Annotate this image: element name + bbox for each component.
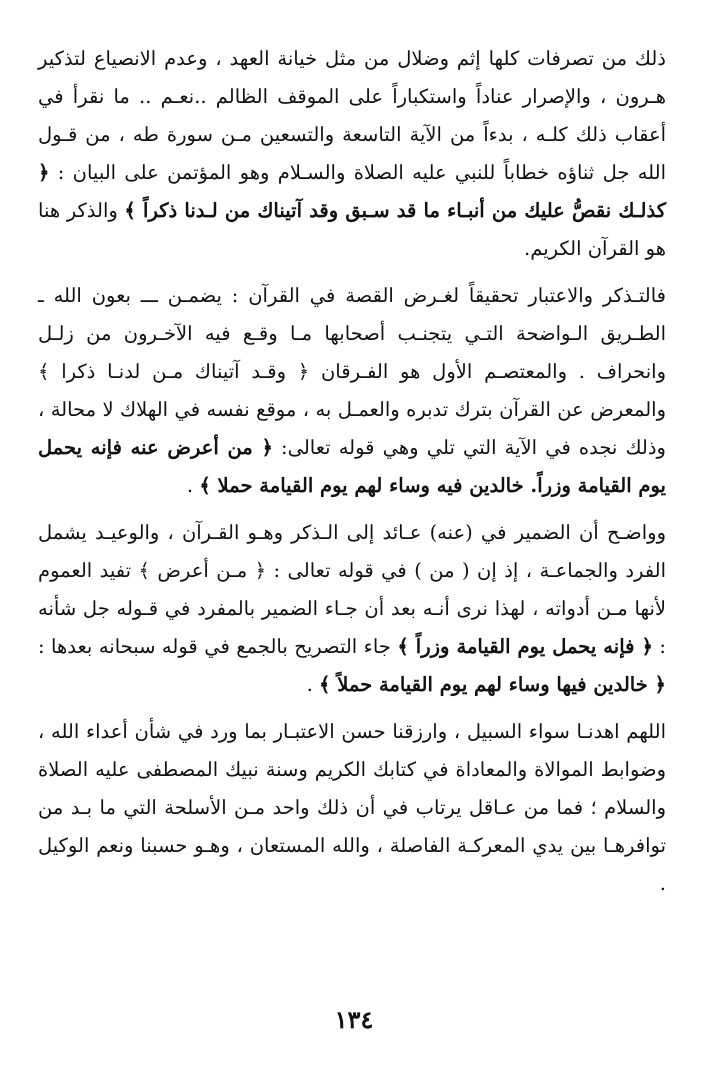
paragraph-1 (38, 40, 666, 268)
paragraph-3 (38, 514, 666, 704)
quran-quote: ﴿ من أعرض عنه فإنه يحمل يوم القيامة وزراً. خالدين فيه وساء لهم يوم القيامة حملا ﴾ (38, 436, 666, 497)
paragraph-text: وواضـح أن الضمير في (عنه) عـائد إلى الـذكر وهـو القـرآن ، والوعيـد يشمل الفرد والجماعـة ، إذ إن ( من ) في قوله تعالى : ﴿ مـن أعرض ﴾ تفيد العموم لأنها مـن أدواته ، لهذا نرى أنـه بعد أن جـاء الضمير بالمفرد في قـوله جل شأنه : (38, 521, 666, 658)
paragraph-text: . (186, 474, 200, 497)
quran-quote: ﴿ خالدين فيها وساء لهم يوم القيامة حملاً ﴾ (318, 673, 666, 696)
paragraph-2 (38, 277, 666, 505)
paragraph-text: فالتـذكر والاعتبار تحقيقاً لغـرض القصة في القرآن : يضمـن ـــ بعون الله ـ الطـريق الـواضحة التـي يتجنـب أصحابها مـا وقـع فيه الآخـرون من زلـل وانحراف . والمعتصـم الأول هو الفـرقان ﴿ وقـد آتيناك مـن لدنـا ذكرا ﴾ والمعرض عن القرآن بترك تدبره والعمـل به ، موقع نفسه في الهلاك لا محالة ، وذلك نجده في الآية التي تلي وهي قوله تعالى: (38, 284, 666, 459)
quran-quote: ﴿ كذلـك نقصُّ عليك من أنبـاء ما قد سـبق وقد آتيناك من لـدنا ذكراً ﴾ (38, 161, 667, 222)
paragraph-text: . (306, 673, 319, 696)
paragraph-4 (38, 713, 666, 903)
paragraph-text: اللهم اهدنـا سواء السبيل ، وارزقنا حسن الاعتبـار بما ورد في شأن أعداء الله ، وضوابط الموالاة والمعاداة في كتابك الكريم وسنة نبيك المصطفى عليه الصلاة والسلام ؛ فما من عـاقل يرتاب في أن ذلك واحد مـن الأسلحة التي ما بـد من توافرهـا بين يدي المعركـة الفاصلة ، والله المستعان ، وهـو حسبنا ونعم الوكيل . (38, 720, 666, 895)
page-number: ١٣٤ (334, 1005, 374, 1034)
quran-quote: ﴿ فإنه يحمل يوم القيامة وزراً ﴾ (397, 635, 653, 658)
page-body (38, 40, 666, 903)
paragraph-text: جاء التصريح بالجمع في قوله سبحانه بعدها : (38, 635, 398, 658)
paragraph-text: ذلك من تصرفات كلها إثم وضلال من مثل خيانة العهد ، وعدم الانصياع لتذكير هـرون ، والإصرار عناداً واستكباراً على الموقف الظالم ..نعـم .. ما نقرأ في أعقاب ذلك كلـه ، بدءاً من الآية التاسعة والتسعين مـن سورة طه ، من قـول الله جل ثناؤه خطاباً للنبي عليه الصلاة والسـلام وهو المؤتمن على البيان : (38, 47, 666, 184)
paragraph-text: والذكر هنا هو القرآن الكريم. (38, 199, 666, 260)
